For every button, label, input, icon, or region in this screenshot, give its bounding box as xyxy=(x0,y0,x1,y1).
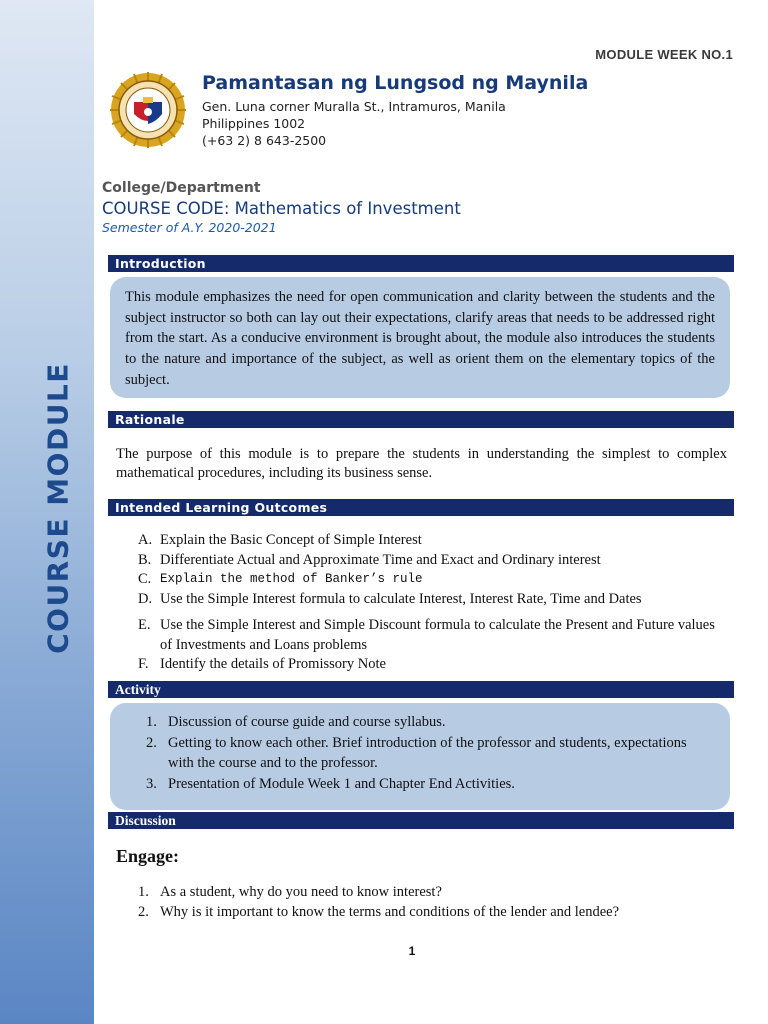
list-item: B. Differentiate Actual and Approximate Time and Exact and Ordinary interest xyxy=(138,551,601,568)
phone-line: (+63 2) 8 643-2500 xyxy=(202,133,327,148)
module-week-label: MODULE WEEK NO.1 xyxy=(595,47,733,62)
introduction-text: This module emphasizes the need for open communication and clarity between the students and the subject instructor so both can lay out their expectations, clarify areas that needs to be addressed right from the start. As a conducive environment is brought about, the module also introduces the students to the nature and importance of the subject, as well as orient them on the elementary topics of the subject. xyxy=(125,289,715,388)
list-item: 3. Presentation of Module Week 1 and Chapter End Activities. xyxy=(146,775,515,792)
page-number: 1 xyxy=(408,944,416,958)
introduction-box xyxy=(110,277,730,398)
list-item: D. Use the Simple Interest formula to calculate Interest, Interest Rate, Time and Dates xyxy=(138,590,642,607)
department-label: College/Department xyxy=(102,180,261,196)
course-title: COURSE CODE: Mathematics of Investment xyxy=(102,199,461,218)
outcomes-list xyxy=(138,531,718,675)
engage-list xyxy=(138,883,728,922)
address-line: Philippines 1002 xyxy=(202,116,306,131)
semester-label: Semester of A.Y. 2020-2021 xyxy=(102,220,277,235)
discussion-heading: Discussion xyxy=(108,812,734,829)
list-item: 2. Why is it important to know the terms and conditions of the lender and lendee? xyxy=(138,903,620,920)
university-address xyxy=(202,98,506,149)
address-line: Gen. Luna corner Muralla St., Intramuros, Manila xyxy=(202,99,506,114)
list-item: F. Identify the details of Promissory Note xyxy=(138,656,386,672)
introduction-heading: Introduction xyxy=(108,255,734,272)
sidebar-title: COURSE MODULE xyxy=(41,362,75,654)
rationale-text: The purpose of this module is to prepare the students in understanding the simplest to complex mathematical procedures, including its business sense. xyxy=(116,446,727,481)
engage-heading: Engage: xyxy=(116,846,179,866)
list-item: 1. As a student, why do you need to know interest? xyxy=(138,884,442,900)
activity-box xyxy=(110,703,730,810)
rationale-heading: Rationale xyxy=(108,411,734,428)
list-item: 1. Discussion of course guide and course syllabus. xyxy=(146,714,446,730)
list-item: E. Use the Simple Interest and Simple Discount formula to calculate the Present and Future values of Investments and Loans problems xyxy=(138,617,715,653)
list-item: A. Explain the Basic Concept of Simple Interest xyxy=(138,532,422,548)
list-item: 2. Getting to know each other. Brief introduction of the professor and students, expectations with the course and to the professor. xyxy=(146,734,687,771)
activity-heading: Activity xyxy=(108,681,734,698)
university-name: Pamantasan ng Lungsod ng Maynila xyxy=(202,72,589,94)
outcomes-heading: Intended Learning Outcomes xyxy=(108,499,734,516)
university-seal-icon xyxy=(110,72,186,148)
list-item: C. Explain the method of Banker’s rule xyxy=(138,571,423,587)
sidebar-band xyxy=(0,0,94,1024)
activity-list xyxy=(146,712,716,794)
